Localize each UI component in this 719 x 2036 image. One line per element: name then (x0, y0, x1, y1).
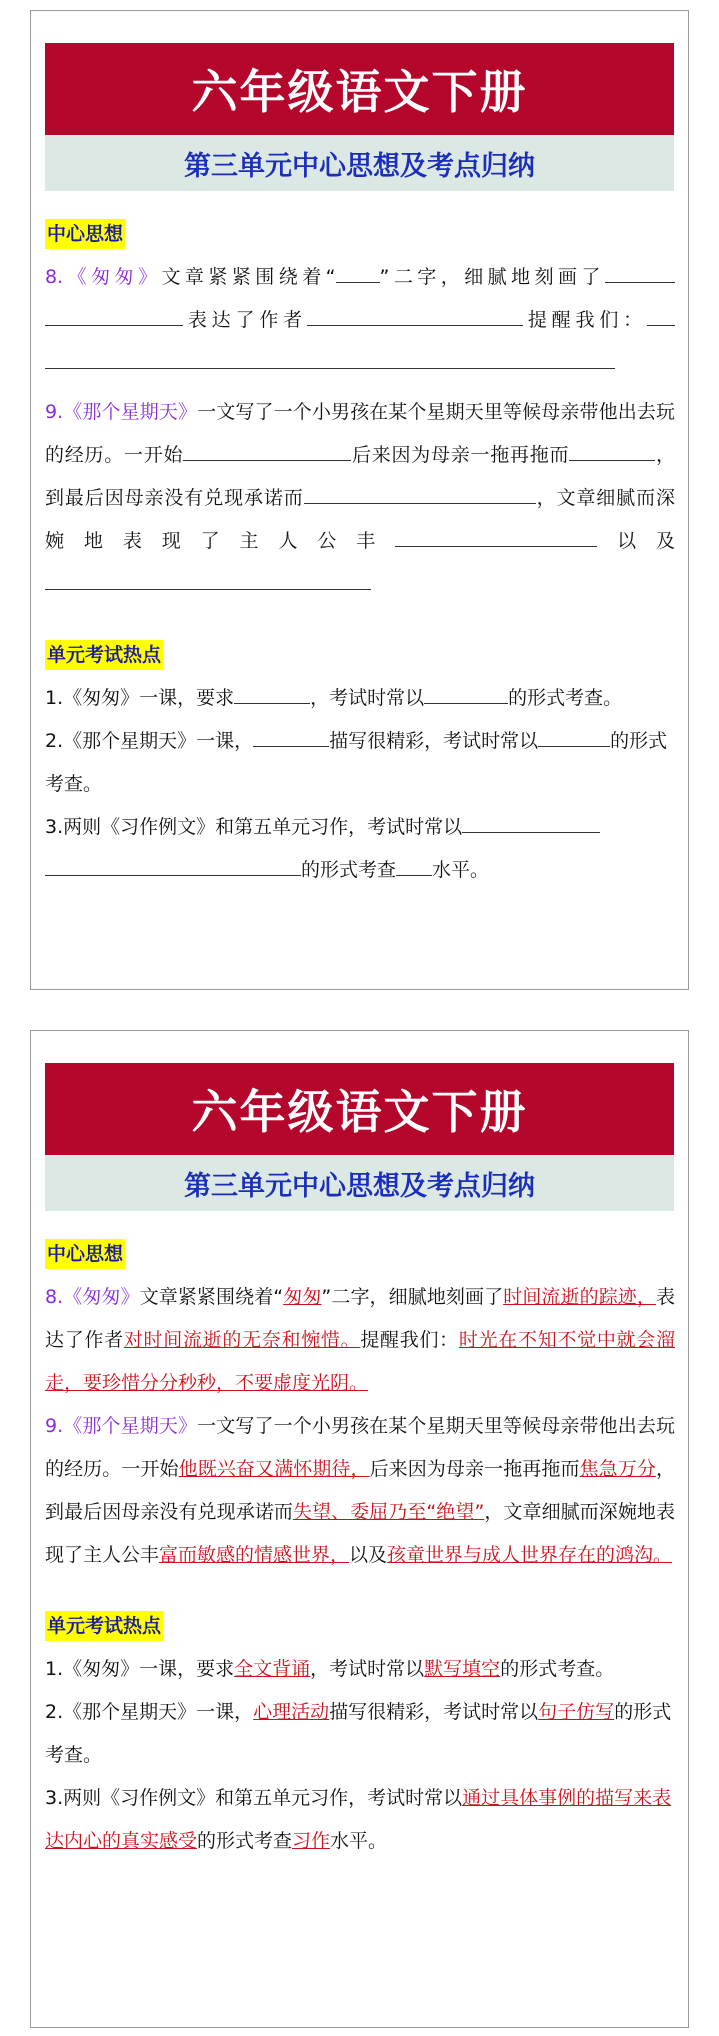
blank-field[interactable] (45, 348, 615, 369)
page-subtitle: 第三单元中心思想及考点归纳 (45, 1155, 674, 1211)
text: 的形式考查。 (500, 1658, 615, 1680)
book-title: 《匆匆》 (63, 1286, 140, 1308)
text: 的形式考查 (197, 1830, 293, 1852)
blank-field[interactable] (588, 726, 610, 747)
text: 1.《匆匆》一课，要求 (45, 687, 235, 709)
text: 后来因为母亲一拖再拖而 (369, 1458, 580, 1480)
text: 描写很精彩，考试时常以 (329, 1701, 539, 1723)
blank-field[interactable] (45, 305, 183, 326)
answer-text: 时光在不知不觉中就会溜走，要珍惜分分秒秒，不要虚度光阴。 (45, 1329, 675, 1394)
hot-item-1 (45, 1648, 675, 1691)
item-number: 8. (45, 1286, 64, 1308)
answer-card (30, 1030, 689, 2028)
blank-field[interactable] (304, 483, 410, 504)
text: 以及 (349, 1544, 388, 1566)
answer-text: 失望、委屈乃至“绝望” (292, 1501, 485, 1523)
blank-field[interactable] (647, 305, 675, 326)
answer-text: 富而敏感的情感世界， (159, 1544, 350, 1566)
text: 的形式考查。 (45, 1701, 672, 1766)
page-title: 六年级语文下册 (45, 43, 674, 135)
answer-text: 心理活动 (253, 1701, 330, 1723)
book-title: 《那个星期天》 (63, 401, 198, 423)
blank-field[interactable] (307, 305, 523, 326)
page-title: 六年级语文下册 (45, 1063, 674, 1155)
item-8 (45, 1276, 675, 1405)
text: ”二字，细腻地刻画了 (379, 266, 605, 288)
blank-field[interactable] (183, 440, 351, 461)
text: 1.《匆匆》一课，要求 (45, 1658, 235, 1680)
section-label-exam-hot: 单元考试热点 (45, 1611, 163, 1641)
answer-text: 句子仿写 (538, 1701, 615, 1723)
text: 的形式考查。 (45, 730, 668, 795)
answer-text: 习作 (292, 1830, 331, 1852)
item-8 (45, 256, 675, 385)
page-subtitle: 第三单元中心思想及考点归纳 (45, 135, 674, 191)
text: 2.《那个星期天》一课， (45, 1701, 254, 1723)
section-label-center-idea: 中心思想 (45, 1239, 125, 1269)
blank-field[interactable] (234, 683, 310, 704)
answer-text: 通过具体事例的描写来表达内心的真实感受 (45, 1787, 672, 1852)
answer-text: 焦急万分 (579, 1458, 656, 1480)
blank-field[interactable] (410, 483, 536, 504)
section-label-exam-hot: 单元考试热点 (45, 640, 163, 670)
text: 2.《那个星期天》一课， (45, 730, 254, 752)
answer-text: 孩童世界与成人世界存在的鸿沟。 (387, 1544, 673, 1566)
text: 的形式考查 (301, 859, 397, 881)
blank-field[interactable] (395, 526, 513, 547)
text: 3.两则《习作例文》和第五单元习作，考试时常以 (45, 816, 463, 838)
book-title: 《匆匆》 (63, 266, 162, 288)
text: ”二字，细腻地刻画了 (321, 1286, 504, 1308)
blank-field[interactable] (424, 683, 508, 704)
blank-field[interactable] (45, 569, 371, 590)
text: ，文章细腻而深婉地表现了主人公丰 (45, 487, 675, 552)
text: 描写很精彩，考试时常以 (329, 730, 539, 752)
item-number: 9. (45, 401, 64, 423)
blank-field[interactable] (513, 526, 597, 547)
blank-field[interactable] (569, 440, 655, 461)
worksheet-card (30, 10, 689, 990)
hot-item-1 (45, 677, 675, 720)
blank-field[interactable] (396, 855, 432, 876)
text: ，到最后因母亲没有兑现承诺而 (45, 444, 675, 509)
text: ，到最后因母亲没有兑现承诺而 (45, 1458, 675, 1523)
text: 表达了作者 (45, 1286, 675, 1351)
text: 提醒我们： (523, 309, 647, 331)
book-title: 《那个星期天》 (63, 1415, 198, 1437)
text: 后来因为母亲一拖再拖而 (351, 444, 570, 466)
text: 水平。 (330, 1830, 388, 1852)
answer-text: 他既兴奋又满怀期待， (178, 1458, 370, 1480)
item-number: 9. (45, 1415, 64, 1437)
answer-content (45, 1231, 675, 1863)
hot-item-3 (45, 1777, 675, 1863)
text: 以及 (597, 530, 675, 552)
answer-text: 默写填空 (424, 1658, 501, 1680)
worksheet-content (45, 211, 675, 892)
blank-field[interactable] (253, 726, 329, 747)
text: 水平。 (432, 859, 490, 881)
text: 文章紧紧围绕着“ (139, 1286, 284, 1308)
item-9 (45, 1405, 675, 1577)
hot-item-2 (45, 720, 675, 806)
answer-text: 全文背诵 (234, 1658, 311, 1680)
item-number: 8. (45, 266, 64, 288)
blank-field[interactable] (45, 855, 301, 876)
blank-field[interactable] (605, 262, 675, 283)
text: ，考试时常以 (310, 687, 425, 709)
text: 文章紧紧围绕着“ (161, 266, 336, 288)
hot-item-3 (45, 806, 675, 892)
text: 一文写了一个小男孩在某个星期天里等候母亲带他出去玩的经历。一开始 (45, 401, 675, 466)
answer-text: 匆匆 (283, 1286, 322, 1308)
blank-field[interactable] (538, 726, 588, 747)
text: 的形式考查。 (508, 687, 623, 709)
answer-text: 对时间流逝的无奈和惋惜。 (123, 1329, 361, 1351)
text: 提醒我们： (360, 1329, 459, 1351)
text: 3.两则《习作例文》和第五单元习作，考试时常以 (45, 1787, 463, 1809)
blank-field[interactable] (336, 262, 380, 283)
blank-field[interactable] (462, 812, 600, 833)
hot-item-2 (45, 1691, 675, 1777)
text: ，文章细腻而深婉地表现了主人公丰 (45, 1501, 675, 1566)
section-label-center-idea: 中心思想 (45, 219, 125, 249)
text: 表达了作者 (183, 309, 307, 331)
answer-text: 时间流逝的踪迹， (503, 1286, 656, 1308)
item-9 (45, 391, 675, 606)
text: 一文写了一个小男孩在某个星期天里等候母亲带他出去玩的经历。一开始 (45, 1415, 675, 1480)
text: ，考试时常以 (310, 1658, 425, 1680)
